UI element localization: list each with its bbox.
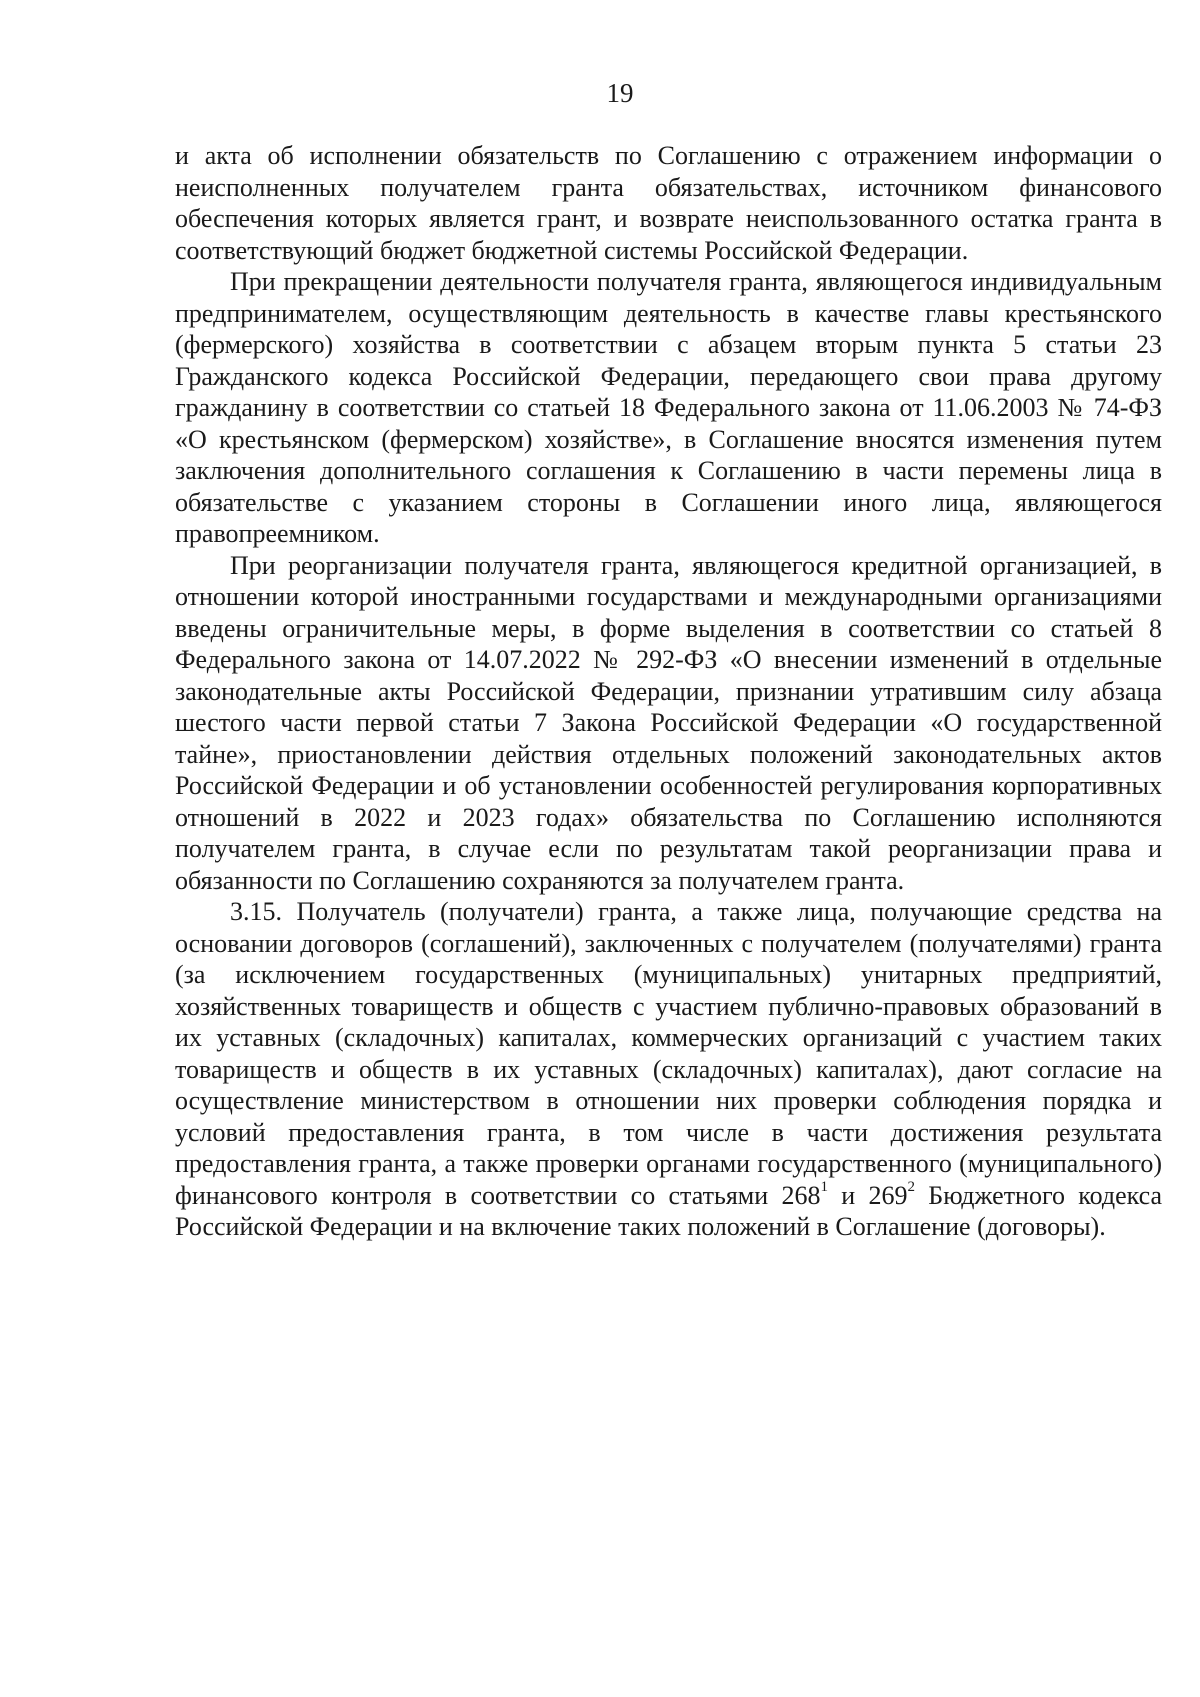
paragraph-termination-of-activity: При прекращении деятельности получателя гранта, являющегося индивидуальным предпринимателем, осуществляющим деятельность в качестве главы крестьянского (фермерского) хозяйства в соответствии с абзацем вторым пункта 5 статьи 23 Гражданского кодекса Российской Федерации, передающего свои права другому гражданину в соответствии со статьей 18 Федерального закона от 11.06.2003 № 74-ФЗ «О крестьянском (фермерском) хозяйстве», в Соглашение вносятся изменения путем заключения дополнительного соглашения к Соглашению в части перемены лица в обязательстве с указанием стороны в Соглашении иного лица, являющегося правопреемником. <box>175 267 1162 548</box>
superscript-1: 1 <box>820 1178 828 1195</box>
paragraph-3-15-consent-to-inspection <box>175 896 1162 1243</box>
paragraph-reorganization: При реорганизации получателя гранта, являющегося кредитной организацией, в отношении которой иностранными государствами и международными организациями введены ограничительные меры, в форме выделения в соответствии со статьей 8 Федерального закона от 14.07.2022 № 292-ФЗ «О внесении изменений в отдельные законодательные акты Российской Федерации, признании утратившим силу абзаца шестого части первой статьи 7 Закона Российской Федерации «О государственной тайне», приостановлении действия отдельных положений законодательных актов Российской Федерации и об установлении особенностей регулирования корпоративных отношений в 2022 и 2023 годах» обязательства по Соглашению исполняются получателем гранта, в случае если по результатам такой реорганизации права и обязанности по Соглашению сохраняются за получателем гранта. <box>175 550 1162 895</box>
page-number: 19 <box>606 78 634 108</box>
paragraph-3-15-text-part-1: 3.15. Получатель (получатели) гранта, а также лица, получающие средства на основании договоров (соглашений), заключенных с получателем (получателями) гранта (за исключением государственных (муниципальных) унитарных предприятий, хозяйственных товариществ и обществ с участием публично-правовых образований в их уставных (складочных) капиталах, коммерческих организаций с участием таких товариществ и обществ в их уставных (складочных) капиталах), дают согласие на осуществление министерством в отношении них проверки соблюдения порядка и условий предоставления гранта, в том числе в части достижения результата предоставления гранта, а также проверки органами государственного (муниципального) финансового контроля в соответствии со статьями 268 <box>175 897 1162 1210</box>
document-body <box>175 140 1162 1243</box>
paragraph-3-15-text-part-3: Бюджетного кодекса Российской Федерации и на включение таких положений в Соглашение (договоры). <box>175 1180 1162 1241</box>
paragraph-3-15-text-part-2: и 269 <box>827 1180 908 1210</box>
superscript-2: 2 <box>907 1178 915 1195</box>
paragraph-continuation: и акта об исполнении обязательств по Соглашению с отражением информации о неисполненных получателем гранта обязательствах, источником финансового обеспечения которых является грант, и возврате неиспользованного остатка гранта в соответствующий бюджет бюджетной системы Российской Федерации. <box>175 141 1162 265</box>
